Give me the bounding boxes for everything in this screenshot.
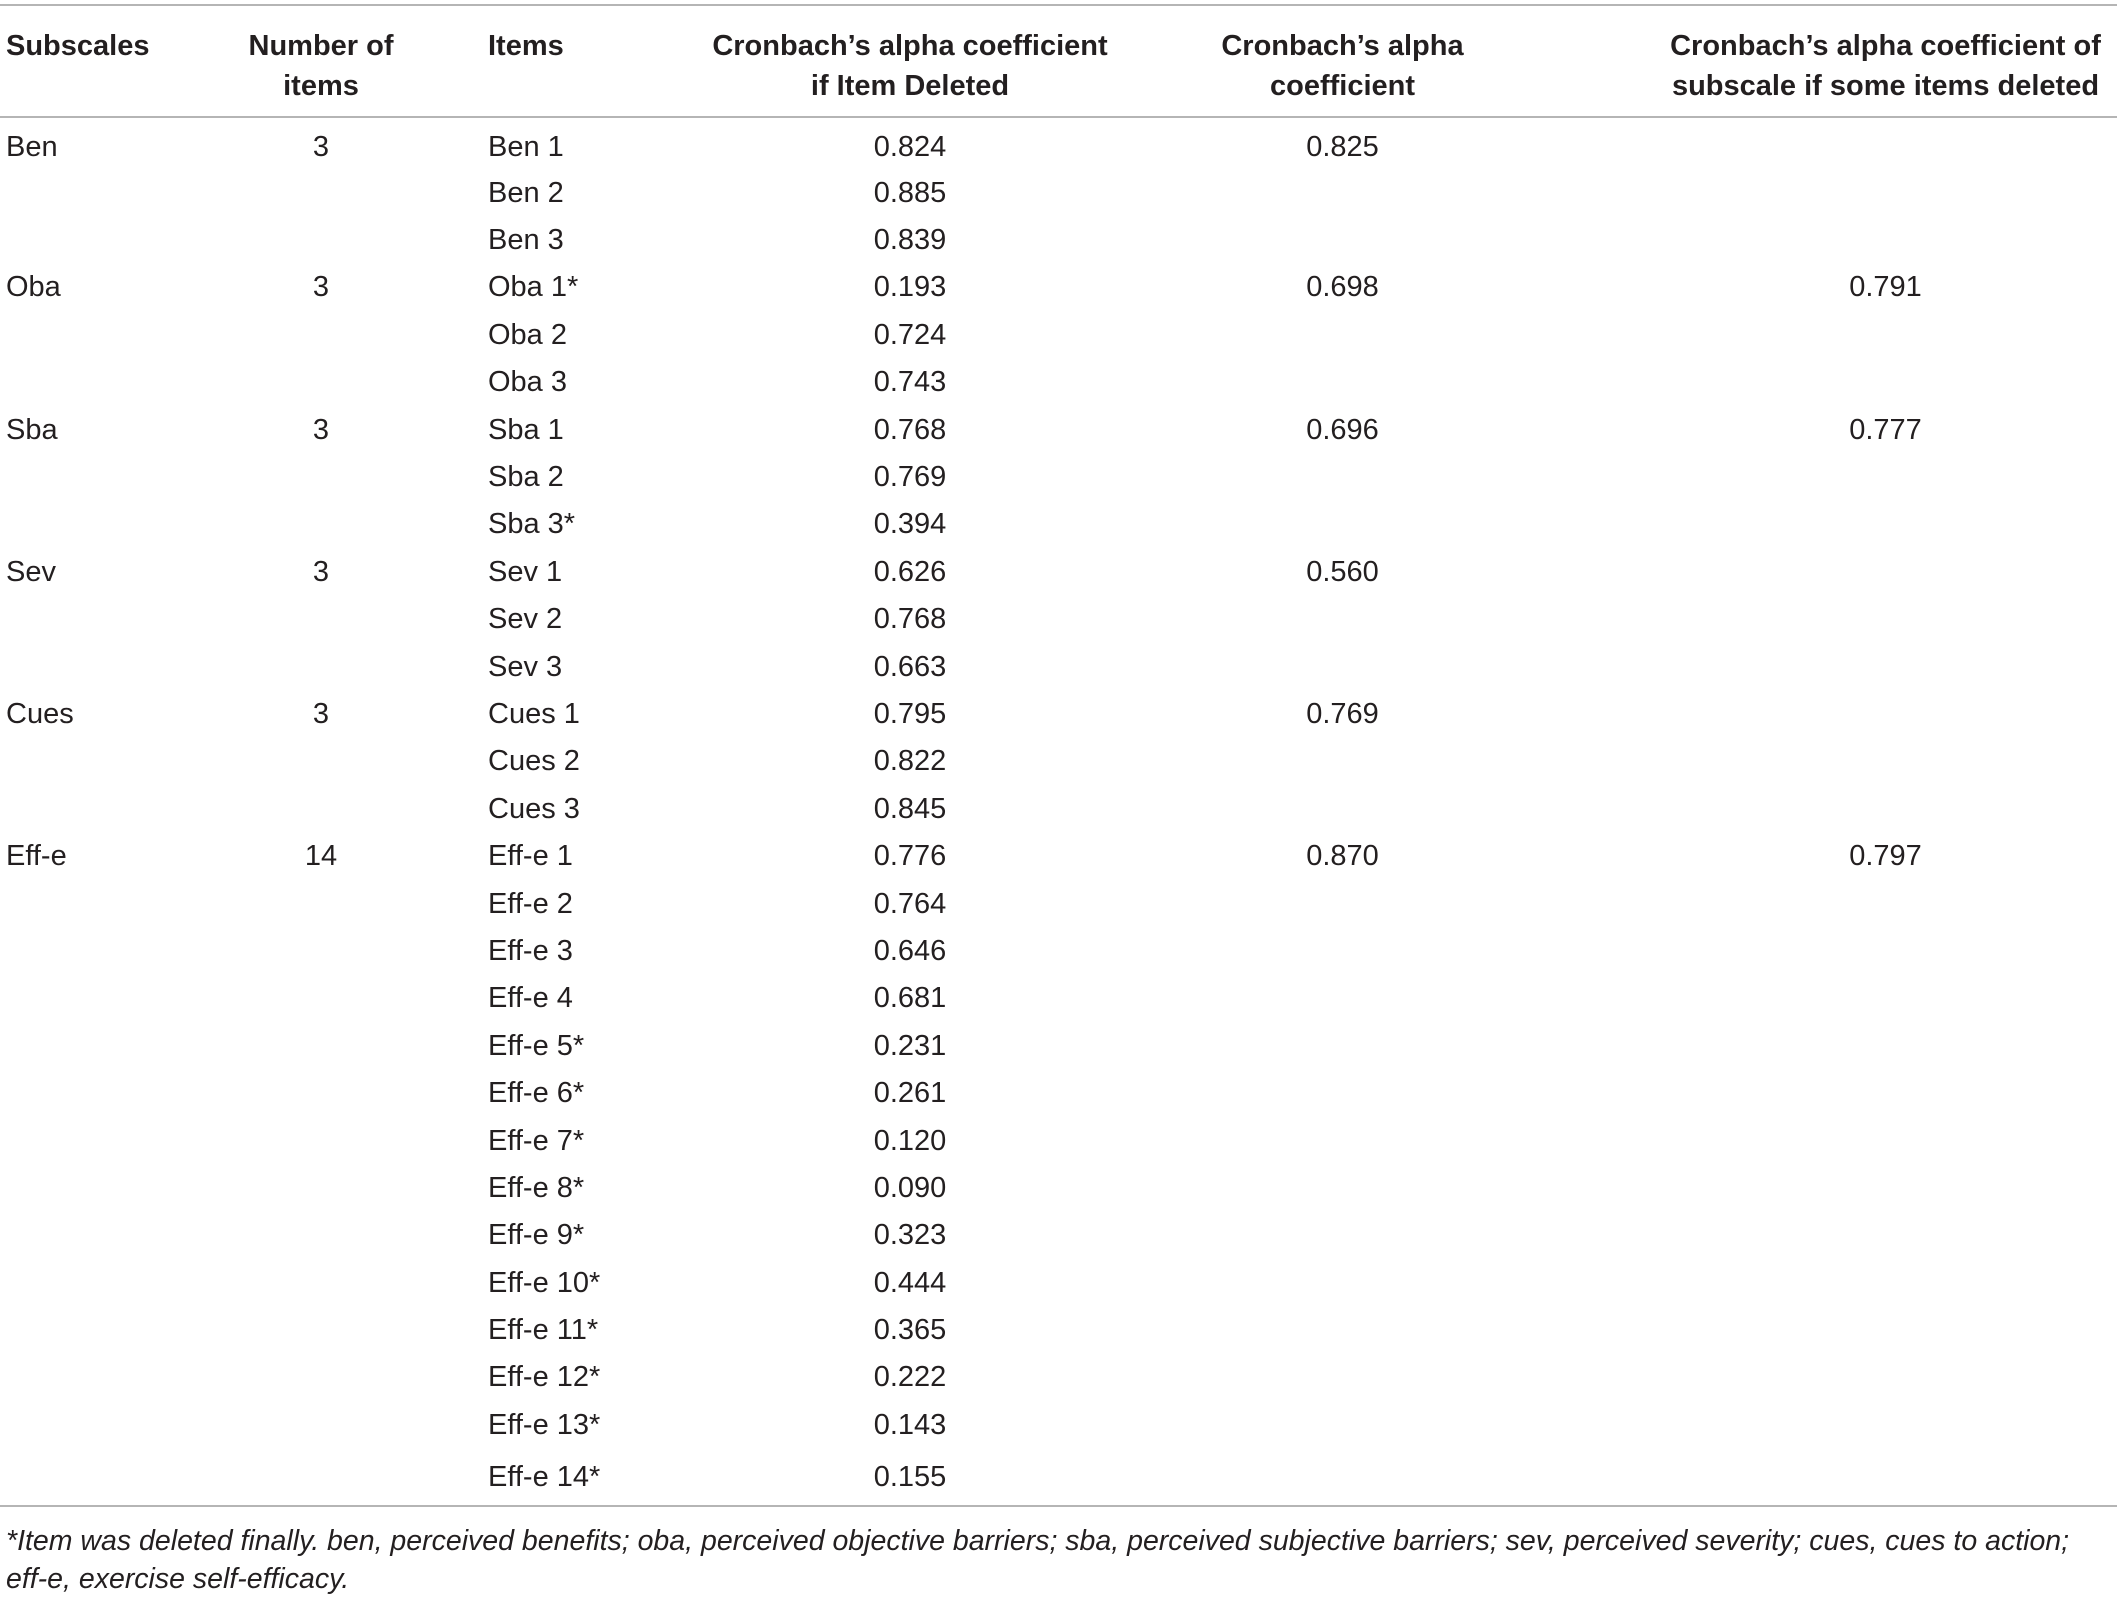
table-row (0, 738, 2117, 785)
cell-alpha-if-item-deleted: 0.155 (700, 1449, 1120, 1506)
table-row (0, 785, 2117, 832)
cell-subscale (0, 880, 237, 927)
cell-item: Oba 3 (488, 366, 567, 399)
cell-alpha-if-item-deleted: 0.120 (873, 1124, 947, 1157)
cell-alpha-if-item-deleted: 0.394 (873, 508, 947, 541)
cell-item: Oba 1* (488, 271, 579, 304)
cell-alpha-subscale-items-deleted (1565, 927, 2117, 974)
cell-alpha-if-item-deleted: 0.143 (873, 1408, 947, 1441)
header-alpha-subscale-items-deleted-line: Cronbach’s alpha coefficient of (1670, 30, 2101, 62)
table-row (0, 832, 2117, 879)
cell-item: Eff-e 7* (488, 1124, 585, 1157)
cell-alpha-if-item-deleted: 0.743 (873, 366, 947, 399)
cell-subscale (0, 596, 237, 643)
table-row (0, 453, 2117, 500)
cell-alpha-if-item-deleted: 0.885 (873, 176, 947, 209)
cell-alpha-subscale-items-deleted (1565, 1306, 2117, 1353)
cell-number-of-items (237, 1022, 405, 1069)
reliability-table-container (0, 4, 2117, 1507)
cell-alpha-coefficient (1120, 453, 1565, 500)
cell-number-of-items: 3 (312, 555, 330, 588)
cell-item: Ben 1 (488, 130, 564, 163)
cell-subscale (0, 738, 237, 785)
table-footnote: *Item was deleted finally. ben, perceived benefits; oba, perceived objective barriers; sba, perceived subjective barriers; sev, perceived severity; cues, cues to action; eff-e, exercise self-efficacy. (6, 1525, 2070, 1595)
cell-number-of-items (237, 359, 405, 406)
cell-subscale (0, 453, 237, 500)
cell-alpha-coefficient (1120, 927, 1565, 974)
cell-subscale (0, 1259, 237, 1306)
cell-item: Sev 1 (488, 555, 563, 588)
cell-alpha-if-item-deleted: 0.768 (873, 603, 947, 636)
cell-item: Sba 1 (488, 413, 564, 446)
header-item-line: Items (488, 30, 564, 62)
cell-alpha-subscale-items-deleted (1565, 975, 2117, 1022)
cell-subscale: Eff-e (6, 840, 67, 873)
cell-alpha-subscale-items-deleted (1565, 1449, 2117, 1506)
cell-alpha-coefficient: 0.698 (1306, 271, 1379, 304)
cell-alpha-subscale-items-deleted (1565, 1069, 2117, 1116)
cell-alpha-subscale-items-deleted (1565, 548, 2117, 595)
cell-number-of-items: 14 (304, 840, 338, 873)
table-row (0, 1306, 2117, 1353)
cell-alpha-if-item-deleted: 0.090 (873, 1171, 947, 1204)
cell-subscale: Sev (6, 555, 56, 588)
cell-alpha-coefficient (1120, 1069, 1565, 1116)
header-alpha-coefficient-line: Cronbach’s alpha (1221, 30, 1464, 62)
cell-alpha-if-item-deleted: 0.646 (873, 934, 947, 967)
table-row (0, 1022, 2117, 1069)
table-row (0, 1069, 2117, 1116)
cell-alpha-coefficient (1120, 1306, 1565, 1353)
cell-alpha-coefficient (1120, 738, 1565, 785)
cell-alpha-coefficient (1120, 1212, 1565, 1259)
table-row (0, 927, 2117, 974)
cell-item: Sev 2 (488, 603, 563, 636)
cell-alpha-subscale-items-deleted (1565, 311, 2117, 358)
cell-subscale (0, 169, 237, 216)
table-row (0, 1354, 2117, 1401)
cell-subscale (0, 1401, 237, 1448)
cell-subscale (0, 1022, 237, 1069)
cell-number-of-items (237, 1259, 405, 1306)
cell-alpha-coefficient: 0.870 (1306, 840, 1379, 873)
header-alpha-coefficient-line: coefficient (1269, 70, 1416, 102)
cell-alpha-coefficient (1120, 1164, 1565, 1211)
cell-number-of-items: 3 (312, 697, 330, 730)
cell-alpha-coefficient (1120, 501, 1565, 548)
cell-alpha-coefficient (1120, 1022, 1565, 1069)
cell-alpha-if-item-deleted: 0.764 (873, 887, 947, 920)
cell-alpha-subscale-items-deleted (1565, 1117, 2117, 1164)
cell-alpha-if-item-deleted: 0.776 (873, 840, 947, 873)
cell-number-of-items (237, 1212, 405, 1259)
header-subscale-line: Subscales (6, 30, 150, 62)
table-row (0, 1117, 2117, 1164)
cell-number-of-items (237, 596, 405, 643)
cell-alpha-coefficient (1120, 596, 1565, 643)
cell-subscale: Cues (6, 697, 74, 730)
cell-alpha-if-item-deleted: 0.626 (873, 555, 947, 588)
cell-alpha-if-item-deleted: 0.839 (873, 224, 947, 257)
table-row (0, 117, 2117, 169)
cell-subscale (0, 1069, 237, 1116)
cell-alpha-coefficient (1120, 785, 1565, 832)
cell-subscale (0, 1306, 237, 1353)
cell-alpha-subscale-items-deleted (1565, 169, 2117, 216)
cell-alpha-subscale-items-deleted (1565, 216, 2117, 263)
cell-alpha-subscale-items-deleted: 0.791 (1849, 271, 1922, 304)
cell-item: Eff-e 10* (488, 1266, 601, 1299)
cell-subscale (0, 501, 237, 548)
cell-alpha-coefficient: 0.769 (1306, 697, 1379, 730)
table-header (0, 5, 2117, 117)
cell-alpha-subscale-items-deleted (1565, 738, 2117, 785)
cell-number-of-items (237, 927, 405, 974)
cell-item: Sba 2 (488, 461, 564, 494)
table-row (0, 1449, 2117, 1506)
table-row (0, 501, 2117, 548)
cell-alpha-coefficient: 0.825 (1306, 130, 1379, 163)
cell-number-of-items: 3 (312, 271, 330, 304)
cell-number-of-items (237, 216, 405, 263)
cell-alpha-if-item-deleted: 0.663 (873, 650, 947, 683)
table-row (0, 169, 2117, 216)
cell-alpha-if-item-deleted: 0.768 (873, 413, 947, 446)
cell-number-of-items: 3 (312, 413, 330, 446)
cell-alpha-coefficient (1120, 1449, 1565, 1506)
cell-subscale (0, 785, 237, 832)
table-row (0, 548, 2117, 595)
table-row (0, 216, 2117, 263)
cell-item: Eff-e 2 (488, 887, 573, 920)
cell-number-of-items (237, 1401, 405, 1448)
cell-item: Eff-e 8* (488, 1171, 585, 1204)
cell-subscale: Ben (6, 130, 58, 163)
cell-alpha-if-item-deleted: 0.261 (873, 1077, 947, 1110)
cell-alpha-subscale-items-deleted (1565, 643, 2117, 690)
cell-item: Eff-e 13* (488, 1408, 601, 1441)
cell-alpha-subscale-items-deleted (1565, 1401, 2117, 1448)
table-row (0, 1212, 2117, 1259)
header-alpha-coefficient (1120, 5, 1565, 117)
cell-item: Eff-e 11* (488, 1314, 599, 1347)
cell-alpha-subscale-items-deleted (1565, 1259, 2117, 1306)
header-subscale (0, 5, 237, 117)
header-alpha-if-item-deleted-line: Cronbach’s alpha coefficient (712, 30, 1108, 62)
cell-alpha-coefficient (1120, 169, 1565, 216)
cell-alpha-subscale-items-deleted (1565, 453, 2117, 500)
cell-number-of-items (237, 738, 405, 785)
cell-item: Ben 2 (488, 176, 564, 209)
table-body (0, 117, 2117, 1506)
cell-item: Ben 3 (488, 224, 564, 257)
cell-alpha-coefficient (1120, 643, 1565, 690)
table-row (0, 880, 2117, 927)
cell-alpha-coefficient (1120, 975, 1565, 1022)
cell-number-of-items (237, 1306, 405, 1353)
header-row (0, 5, 2117, 117)
cell-alpha-coefficient (1120, 1354, 1565, 1401)
cell-item: Cues 2 (488, 745, 580, 778)
cell-alpha-coefficient (1120, 1401, 1565, 1448)
cell-alpha-subscale-items-deleted (1565, 501, 2117, 548)
cell-subscale (0, 1212, 237, 1259)
cell-number-of-items (237, 1069, 405, 1116)
header-item (405, 5, 700, 117)
table-row (0, 643, 2117, 690)
cell-alpha-if-item-deleted: 0.824 (873, 130, 947, 163)
header-number-of-items-line: items (283, 70, 359, 102)
cell-item: Cues 3 (488, 792, 580, 825)
table-row (0, 975, 2117, 1022)
cell-item: Eff-e 3 (488, 934, 573, 967)
cell-alpha-if-item-deleted: 0.845 (873, 792, 947, 825)
cell-alpha-coefficient (1120, 1259, 1565, 1306)
table-row (0, 1401, 2117, 1448)
cell-subscale: Sba (6, 413, 58, 446)
cell-subscale (0, 975, 237, 1022)
cell-subscale (0, 216, 237, 263)
cell-subscale (0, 1164, 237, 1211)
cell-alpha-if-item-deleted: 0.193 (873, 271, 947, 304)
cell-subscale (0, 311, 237, 358)
cell-subscale (0, 927, 237, 974)
cell-alpha-if-item-deleted: 0.222 (873, 1361, 947, 1394)
cell-number-of-items (237, 1117, 405, 1164)
header-alpha-subscale-items-deleted-line: subscale if some items deleted (1671, 70, 2100, 102)
cell-alpha-if-item-deleted: 0.822 (873, 745, 947, 778)
cell-alpha-subscale-items-deleted (1565, 359, 2117, 406)
cell-number-of-items (237, 1164, 405, 1211)
cell-alpha-if-item-deleted: 0.681 (873, 982, 947, 1015)
header-alpha-subscale-items-deleted (1565, 5, 2117, 117)
cell-item: Oba 2 (488, 318, 567, 351)
cell-number-of-items (237, 643, 405, 690)
cell-alpha-subscale-items-deleted (1565, 880, 2117, 927)
cell-alpha-subscale-items-deleted: 0.797 (1849, 840, 1922, 873)
cell-subscale (0, 359, 237, 406)
cell-alpha-coefficient (1120, 1117, 1565, 1164)
table-row (0, 690, 2117, 737)
cell-alpha-subscale-items-deleted (1565, 1354, 2117, 1401)
cell-number-of-items: 3 (312, 130, 330, 163)
cell-number-of-items (237, 169, 405, 216)
cell-alpha-if-item-deleted: 0.795 (873, 697, 947, 730)
cell-alpha-subscale-items-deleted (1565, 1164, 2117, 1211)
cell-alpha-subscale-items-deleted (1565, 1212, 2117, 1259)
cell-alpha-if-item-deleted: 0.365 (873, 1314, 947, 1347)
cell-alpha-subscale-items-deleted: 0.777 (1849, 413, 1922, 446)
cell-alpha-if-item-deleted: 0.724 (873, 318, 947, 351)
cell-alpha-subscale-items-deleted (1565, 117, 2117, 169)
cell-item: Eff-e 5* (488, 1029, 585, 1062)
cell-alpha-subscale-items-deleted (1565, 596, 2117, 643)
cell-alpha-subscale-items-deleted (1565, 785, 2117, 832)
header-number-of-items-line: Number of (248, 30, 394, 62)
header-alpha-if-item-deleted (700, 5, 1120, 117)
table-row (0, 596, 2117, 643)
cell-subscale (0, 1449, 237, 1506)
cell-number-of-items (237, 311, 405, 358)
header-number-of-items (237, 5, 405, 117)
cell-item: Eff-e 4 (488, 982, 573, 1015)
table-row (0, 1164, 2117, 1211)
cell-number-of-items (237, 880, 405, 927)
cell-alpha-if-item-deleted: 0.444 (873, 1266, 947, 1299)
cell-subscale (0, 1117, 237, 1164)
cell-alpha-coefficient: 0.560 (1306, 555, 1379, 588)
cell-alpha-subscale-items-deleted (1565, 690, 2117, 737)
cell-number-of-items (237, 975, 405, 1022)
cell-alpha-coefficient (1120, 359, 1565, 406)
cell-subscale: Oba (6, 271, 61, 304)
cell-alpha-coefficient (1120, 880, 1565, 927)
reliability-table (0, 4, 2117, 1507)
cell-alpha-coefficient: 0.696 (1306, 413, 1379, 446)
cell-item: Eff-e 9* (488, 1219, 585, 1252)
cell-alpha-coefficient (1120, 311, 1565, 358)
cell-alpha-if-item-deleted: 0.769 (873, 461, 947, 494)
cell-item: Eff-e 6* (488, 1077, 585, 1110)
cell-number-of-items (237, 785, 405, 832)
cell-item: Sba 3* (488, 508, 576, 541)
cell-item: Cues 1 (488, 697, 580, 730)
cell-alpha-if-item-deleted: 0.323 (873, 1219, 947, 1252)
cell-alpha-subscale-items-deleted (1565, 1022, 2117, 1069)
header-alpha-if-item-deleted-line: if Item Deleted (810, 70, 1010, 102)
cell-item: Eff-e 14* (405, 1449, 700, 1506)
table-row (0, 406, 2117, 453)
cell-item: Eff-e 1 (488, 840, 573, 873)
table-row (0, 1259, 2117, 1306)
cell-item: Sev 3 (488, 650, 563, 683)
table-row (0, 359, 2117, 406)
cell-number-of-items (237, 453, 405, 500)
cell-alpha-coefficient (1120, 216, 1565, 263)
cell-number-of-items (237, 501, 405, 548)
cell-number-of-items (237, 1354, 405, 1401)
cell-number-of-items (237, 1449, 405, 1506)
cell-alpha-if-item-deleted: 0.231 (873, 1029, 947, 1062)
cell-subscale (0, 643, 237, 690)
cell-subscale (0, 1354, 237, 1401)
table-row (0, 264, 2117, 311)
table-row (0, 311, 2117, 358)
cell-item: Eff-e 12* (488, 1361, 601, 1394)
